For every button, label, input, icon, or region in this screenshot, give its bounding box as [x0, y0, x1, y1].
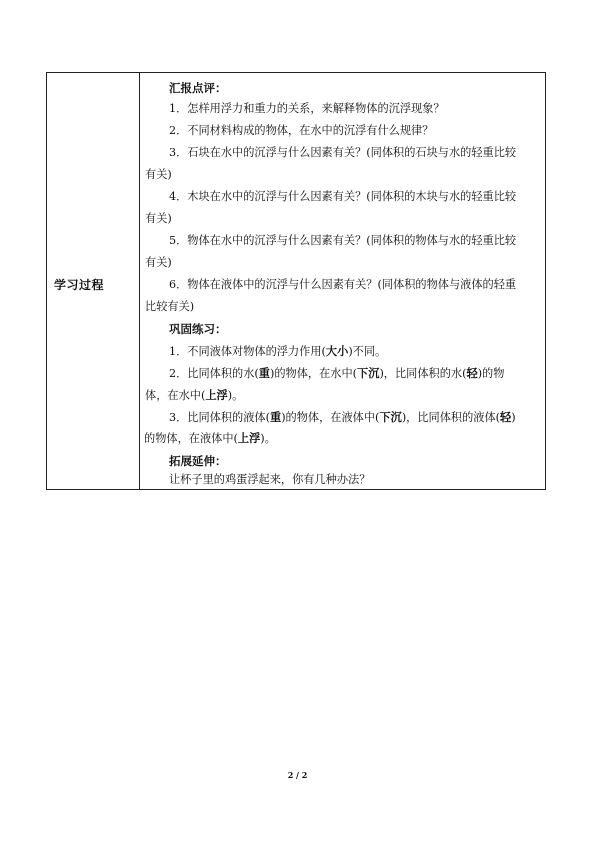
- page-number: 2 / 2: [287, 770, 308, 780]
- practice-1-text: 1．不同液体对物体的浮力作用(: [169, 345, 326, 358]
- heading-practice: 巩固练习：: [169, 322, 227, 336]
- practice-2-answer-heavy: 重: [258, 366, 270, 380]
- practice-3-text: )。: [260, 432, 276, 445]
- practice-2-text: )，比同体积的水(: [379, 367, 467, 380]
- practice-2-text: )的物: [477, 367, 505, 380]
- practice-1-answer: 大小: [325, 344, 349, 358]
- question-6-line-2: 比较有关): [145, 300, 195, 313]
- question-5-line-2: 有关): [145, 256, 172, 269]
- question-3-line-2: 有关): [145, 168, 172, 181]
- section-label: 学习过程: [54, 278, 105, 292]
- practice-1-text-end: )不同。: [348, 345, 387, 358]
- practice-2-answer-sink: 下沉: [357, 366, 380, 380]
- practice-3-answer-float: 上浮: [237, 431, 261, 445]
- practice-3-text: 的物体，在液体中(: [144, 432, 238, 445]
- practice-3-text: )的物体，在液体中(: [281, 411, 380, 424]
- heading-report: 汇报点评：: [169, 81, 227, 95]
- question-4-line-2: 有关): [145, 212, 172, 225]
- practice-3-answer-sink: 下沉: [379, 410, 402, 424]
- practice-3-answer-heavy: 重: [269, 410, 282, 424]
- practice-2-text: )。: [227, 389, 244, 402]
- question-2: 2．不同材料构成的物体，在水中的沉浮有什么规律？: [169, 124, 434, 137]
- extend-text: 让杯子里的鸡蛋浮起来，你有几种办法？: [169, 473, 371, 486]
- question-6-line-1: 6．物体在液体中的沉浮与什么因素有关？(同体积的物体与液体的轻重: [169, 278, 517, 291]
- practice-2-text: 体，在水中(: [145, 389, 206, 402]
- practice-2-text: )的物体，在水中(: [270, 367, 358, 380]
- practice-3-line-2: [144, 431, 276, 446]
- practice-2-answer-light: 轻: [466, 366, 478, 380]
- practice-2-text: 2．比同体积的水(: [169, 367, 259, 380]
- question-4-line-1: 4．木块在水中的沉浮与什么因素有关？(同体积的木块与水的轻重比较: [169, 190, 517, 203]
- practice-2-answer-float: 上浮: [205, 388, 228, 402]
- question-5-line-1: 5．物体在水中的沉浮与什么因素有关？(同体积的物体与水的轻重比较: [169, 234, 517, 247]
- table-overflow-layer: [46, 72, 546, 490]
- practice-3-text: )，比同体积的液体(: [401, 411, 501, 424]
- practice-3-text: ): [511, 411, 516, 424]
- practice-3-text: 3．比同体积的液体(: [169, 411, 270, 424]
- question-1: 1．怎样用浮力和重力的关系，来解释物体的沉浮现象？: [169, 102, 445, 115]
- practice-3-answer-light: 轻: [500, 410, 512, 424]
- question-3-line-1: 3．石块在水中的沉浮与什么因素有关？(同体积的石块与水的轻重比较: [169, 146, 517, 159]
- heading-extend: 拓展延伸：: [169, 454, 227, 468]
